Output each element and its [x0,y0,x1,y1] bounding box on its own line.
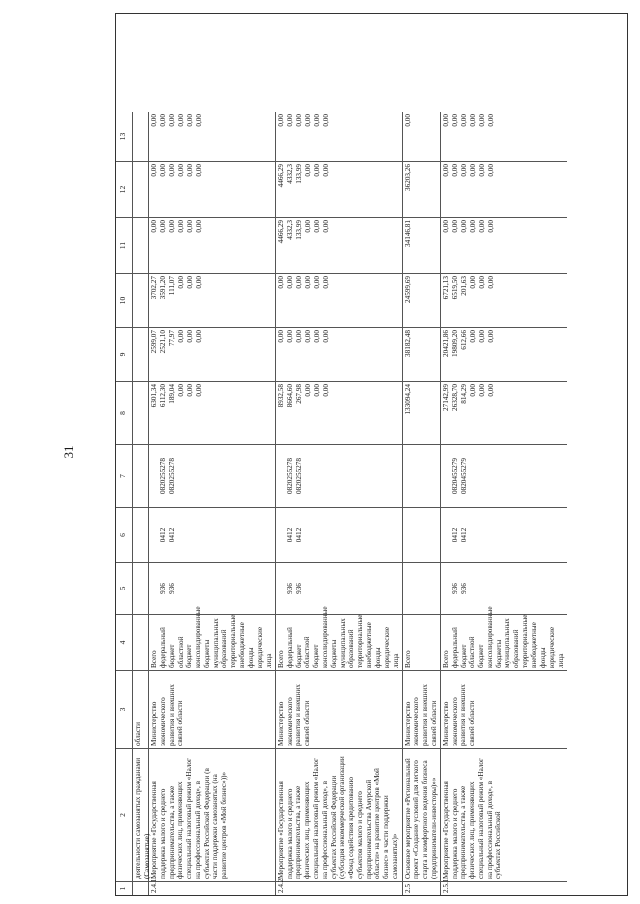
table-row-value [149,381,276,444]
table-row-grbs-code [441,562,567,614]
amount-value: 6301,34 [150,384,158,408]
table-row-value [276,273,403,327]
grbs-code: 936 [450,583,459,594]
table-row-executor [403,670,441,748]
funding-source: областной бюджет [303,636,321,668]
table-row-sources [276,606,403,670]
table-row-grbs-code [133,562,149,614]
table-row-number [133,881,149,895]
table-row-value [133,327,149,381]
grbs-code [442,565,451,612]
amount-value: 0,00 [276,114,285,127]
executor-name: Министерство экономического развития и внешних связей области [403,684,438,746]
grbs-code [404,565,413,612]
amount-value: 0,00 [321,114,330,127]
grbs-code: 936 [294,583,303,594]
table-row-sources [441,606,567,670]
table-row-value [403,381,441,444]
amount-value: 34146,81 [403,220,412,247]
table-row-name [149,748,276,881]
amount-value: 0,00 [450,164,459,177]
amount-value: 189,04 [168,384,176,404]
funding-source: консолидированные бюджеты муниципальных образований [320,606,356,668]
table-row-value [133,161,149,217]
funding-source: Всего [150,650,158,668]
amount-value: 0,00 [177,164,185,177]
table-row-name [441,748,567,881]
grbs-code [304,565,313,612]
table-row-value [276,217,403,273]
amount-value: 0,00 [159,220,167,233]
csr-code: 0820255278 [294,458,303,494]
funding-source: территориальные внебюджетные фонды [521,614,547,668]
amount-value: 0,00 [486,330,495,343]
table-row-name [133,748,149,881]
csr-code: 0820455279 [450,458,459,494]
header-cell: 13 [116,112,133,161]
amount-value: 0,00 [186,114,194,127]
amount-value: 0,00 [303,164,312,177]
amount-value: 0,00 [168,114,176,127]
grbs-code [487,565,496,612]
rz-code [304,510,313,560]
grbs-code: 936 [168,583,176,594]
csr-code: 0820255278 [159,458,167,494]
table-row-value [149,327,276,381]
amount-value: 0,00 [477,220,486,233]
table-row-value [441,217,567,273]
amount-value: 0,00 [450,220,459,233]
table-row-value [276,112,403,161]
executor-name: Министерство экономического развития и внешних связей области [441,684,477,746]
amount-value: 133094,24 [403,384,412,415]
amount-value: 0,00 [159,114,167,127]
activity-name: деятельности самозанятых гражданами (Самозанятые) [134,757,151,879]
funding-source: областной бюджет [468,636,486,668]
amount-value: 0,00 [150,164,158,177]
amount-value: 4466,29 [276,220,285,244]
amount-value: 0,00 [312,220,321,233]
csr-code [277,447,286,505]
table-row-sources [133,614,149,670]
rz-code [195,510,204,560]
header-cell: 12 [116,161,133,217]
amount-value: 0,00 [168,164,176,177]
grbs-code [313,565,322,612]
amount-value: 0,00 [177,114,185,127]
amount-value: 0,00 [486,384,495,397]
rz-code [177,510,186,560]
table-row-value [133,112,149,161]
amount-value: 0,00 [459,220,468,233]
amount-value: 267,98 [294,384,303,404]
rz-code: 0412 [450,527,459,543]
csr-code [304,447,313,505]
grbs-code [195,565,204,612]
funding-source: Всего [441,650,450,668]
funding-source: Всего [403,650,412,668]
table-row-number [149,876,276,895]
amount-value: 0,00 [312,164,321,177]
amount-value: 77,97 [168,330,176,347]
csr-code: 0820255278 [285,458,294,494]
amount-value: 0,00 [285,276,294,289]
table-row-value [441,327,567,381]
amount-value: 0,00 [186,330,194,343]
amount-value: 0,00 [321,276,330,289]
rz-code [322,510,331,560]
row-number: 2.5 [403,884,412,893]
amount-value: 0,00 [403,114,412,127]
grbs-code [186,565,195,612]
activity-name: Мероприятие «Государственная поддержка малого и среднего предпринимательства, а также физических лиц, применяющих специальный налоговый режим «Налог на профессиональный доход», в субъектах Российской Федерации (субсидия некоммерческой организации «Фонд содействия кредитованию субъектов малого и среднего предпринимательства Амурской области» на развитие центров «Мой бизнес» в части поддержки самозанятых)» [276,756,399,879]
amount-value: 0,00 [177,276,185,289]
amount-value: 2521,10 [159,330,167,354]
table-row-rz-code [276,507,403,562]
table-row-number [441,878,567,895]
amount-value: 0,00 [303,384,312,397]
rz-code: 0412 [459,527,468,543]
header-cell: 8 [116,381,133,444]
amount-value: 2599,07 [150,330,158,354]
amount-value: 0,00 [441,220,450,233]
table-row-name [276,748,403,881]
rz-code: 0412 [294,527,303,543]
amount-value: 0,00 [285,330,294,343]
table-row-value [149,112,276,161]
amount-value: 0,00 [195,384,203,397]
table-row-value [133,381,149,444]
table-row-csr-code [403,444,441,507]
csr-code [150,447,159,505]
amount-value: 0,00 [486,220,495,233]
amount-value: 0,00 [195,220,203,233]
amount-value: 111,07 [168,276,176,296]
amount-value: 0,00 [195,164,203,177]
rz-code [487,510,496,560]
amount-value: 0,00 [294,330,303,343]
amount-value: 612,66 [459,330,468,350]
table-row-executor [441,670,567,748]
csr-code [186,447,195,505]
header-cell: 6 [116,507,133,562]
rz-code [186,510,195,560]
header-cell: 11 [116,217,133,273]
csr-code [478,447,487,505]
table-row-sources [403,614,441,670]
amount-value: 0,00 [294,114,303,127]
table-row-value [276,327,403,381]
amount-value: 0,00 [303,220,312,233]
amount-value: 38182,48 [403,330,412,357]
amount-value: 0,00 [477,276,486,289]
table-row-value [276,161,403,217]
table-row-rz-code [441,507,567,562]
amount-value: 8932,58 [276,384,285,408]
amount-value: 0,00 [177,384,185,397]
activity-name: Мероприятие «Государственная поддержка малого и среднего предпринимательства, а также физических лиц, применяющих специальный налоговый режим «Налог на профессиональный доход», в субъектах Российской Федерации (в части поддержки самозанятых (на развитие центров «Мой бизнес»))» [150,758,229,879]
amount-value: 19809,20 [450,330,459,357]
amount-value: 0,00 [468,276,477,289]
csr-code [322,447,331,505]
table-row-csr-code [149,444,276,507]
funding-source: юридические лица [548,626,565,668]
table-row-number [403,881,441,895]
table-row-grbs-code [149,562,276,614]
rz-code [404,510,413,560]
rz-code: 0412 [159,527,167,543]
grbs-code: 936 [159,583,167,594]
amount-value: 0,00 [285,114,294,127]
amount-value: 201,63 [459,276,468,296]
grbs-code [177,565,186,612]
rz-code [150,510,159,560]
amount-value: 814,29 [459,384,468,404]
amount-value: 4466,29 [276,164,285,188]
amount-value: 0,00 [195,330,203,343]
row-number: 2.5.1 [441,878,450,893]
grbs-code: 936 [459,583,468,594]
funding-source: областной бюджет [176,636,194,668]
header-cell: 2 [116,748,133,881]
amount-value: 20421,86 [441,330,450,357]
grbs-code [277,565,286,612]
funding-source: федеральный бюджет [159,627,176,668]
amount-value: 133,99 [294,164,303,184]
table-row-value [403,161,441,217]
table-row-csr-code [441,444,567,507]
executor-name: Министерство экономического развития и внешних связей области [276,684,312,746]
budget-table [115,13,628,896]
table-row-value [441,381,567,444]
amount-value: 0,00 [441,164,450,177]
amount-value: 36203,26 [403,164,412,191]
amount-value: 6721,13 [441,276,450,300]
amount-value: 0,00 [186,164,194,177]
amount-value: 4332,3 [285,164,294,184]
amount-value: 6112,30 [159,384,167,408]
csr-code: 0820255278 [168,458,176,494]
table-row-csr-code [133,444,149,507]
grbs-code [478,565,487,612]
funding-source: федеральный бюджет [285,627,303,668]
amount-value: 0,00 [294,276,303,289]
amount-value: 4332,3 [285,220,294,240]
table-row-value [276,381,403,444]
rz-code [469,510,478,560]
rz-code [313,510,322,560]
funding-source: консолидированные бюджеты муниципальных образований [485,606,521,668]
amount-value: 0,00 [186,220,194,233]
row-number: 2.4.1. [150,876,158,893]
amount-value: 0,00 [459,114,468,127]
table-row-value [403,273,441,327]
amount-value: 0,00 [195,276,203,289]
amount-value: 0,00 [468,220,477,233]
table-row-value [149,273,276,327]
header-cell: 9 [116,327,133,381]
table-row-value [441,273,567,327]
funding-source: консолидированные бюджеты муниципальных образований [194,606,229,668]
csr-code [487,447,496,505]
page-number: 31 [61,445,76,459]
amount-value: 0,00 [321,330,330,343]
table-row-number [276,878,403,895]
table-row-name [403,748,441,881]
amount-value: 0,00 [186,384,194,397]
table-row-value [403,112,441,161]
table-row-csr-code [276,444,403,507]
table-row-executor [133,670,149,748]
grbs-code [469,565,478,612]
amount-value: 0,00 [459,164,468,177]
amount-value: 0,00 [450,114,459,127]
amount-value: 0,00 [477,330,486,343]
rz-code [277,510,286,560]
table-row-rz-code [403,507,441,562]
amount-value: 0,00 [168,220,176,233]
amount-value: 8664,60 [285,384,294,408]
table-row-executor [276,670,403,748]
amount-value: 3591,20 [159,276,167,300]
amount-value: 0,00 [477,164,486,177]
grbs-code [322,565,331,612]
executor-name: области [134,721,142,746]
funding-source: юридические лица [383,626,400,668]
amount-value: 0,00 [312,114,321,127]
amount-value: 0,00 [177,330,185,343]
table-row-rz-code [149,507,276,562]
amount-value: 0,00 [150,114,158,127]
table-row-value [403,217,441,273]
row-number: 2.4.2 [276,878,285,893]
csr-code: 0820455279 [459,458,468,494]
amount-value: 0,00 [486,276,495,289]
amount-value: 0,00 [195,114,203,127]
amount-value: 0,00 [150,220,158,233]
table-row-value [149,161,276,217]
table-row-value [441,161,567,217]
funding-source: Всего [276,650,285,668]
rz-code: 0412 [168,527,176,543]
amount-value: 27142,99 [441,384,450,411]
grbs-code [150,565,159,612]
table-row-value [133,273,149,327]
table-row-grbs-code [276,562,403,614]
csr-code [177,447,186,505]
amount-value: 0,00 [486,114,495,127]
amount-value: 0,00 [468,164,477,177]
table-row-value [403,327,441,381]
funding-source: юридические лица [256,626,274,668]
table-row-value [133,217,149,273]
table-row-executor [149,670,276,748]
amount-value: 0,00 [468,330,477,343]
amount-value: 26328,70 [450,384,459,411]
header-cell: 10 [116,273,133,327]
amount-value: 0,00 [441,114,450,127]
amount-value: 0,00 [177,220,185,233]
amount-value: 0,00 [321,164,330,177]
table-row-sources [149,606,276,670]
executor-name: Министерство экономического развития и внешних связей области [150,684,185,746]
amount-value: 0,00 [468,114,477,127]
funding-source: территориальные внебюджетные фонды [229,614,255,668]
amount-value: 0,00 [303,114,312,127]
row-number [134,884,143,893]
csr-code [313,447,322,505]
rz-code: 0412 [285,527,294,543]
amount-value: 0,00 [477,114,486,127]
amount-value: 0,00 [312,384,321,397]
header-cell: 3 [116,670,133,748]
amount-value: 0,00 [276,276,285,289]
csr-code [195,447,204,505]
header-cell: 7 [116,444,133,507]
header-cell: 4 [116,614,133,670]
table-row-value [149,217,276,273]
amount-value: 133,99 [294,220,303,240]
amount-value: 0,00 [477,384,486,397]
header-cell: 5 [116,562,133,614]
amount-value: 0,00 [186,276,194,289]
table-row-value [441,112,567,161]
funding-source: территориальные внебюджетные фонды [356,614,382,668]
amount-value: 6519,50 [450,276,459,300]
amount-value: 0,00 [303,330,312,343]
csr-code [442,447,451,505]
grbs-code: 936 [285,583,294,594]
rz-code [478,510,487,560]
header-cell: 1 [116,881,133,895]
amount-value: 0,00 [468,384,477,397]
activity-name: Основное мероприятие «Региональный проект «Создание условий для легкого старта и комфортного ведения бизнеса (предприниматели-инвесторы)»» [403,758,438,879]
amount-value: 0,00 [321,384,330,397]
amount-value: 0,00 [276,330,285,343]
amount-value: 0,00 [159,164,167,177]
csr-code [404,447,413,505]
table-row-grbs-code [403,562,441,614]
amount-value: 0,00 [312,276,321,289]
amount-value: 0,00 [321,220,330,233]
amount-value: 3702,27 [150,276,158,300]
amount-value: 24599,69 [403,276,412,303]
rz-code [442,510,451,560]
amount-value: 0,00 [486,164,495,177]
table-row-rz-code [133,507,149,562]
csr-code [469,447,478,505]
activity-name: Мероприятие «Государственная поддержка малого и среднего предпринимательства, а также физических лиц, применяющих специальный налоговый режим «Налог на профессиональный доход», в субъектах Российской [441,758,503,879]
amount-value: 0,00 [312,330,321,343]
funding-source: федеральный бюджет [450,627,468,668]
amount-value: 0,00 [303,276,312,289]
